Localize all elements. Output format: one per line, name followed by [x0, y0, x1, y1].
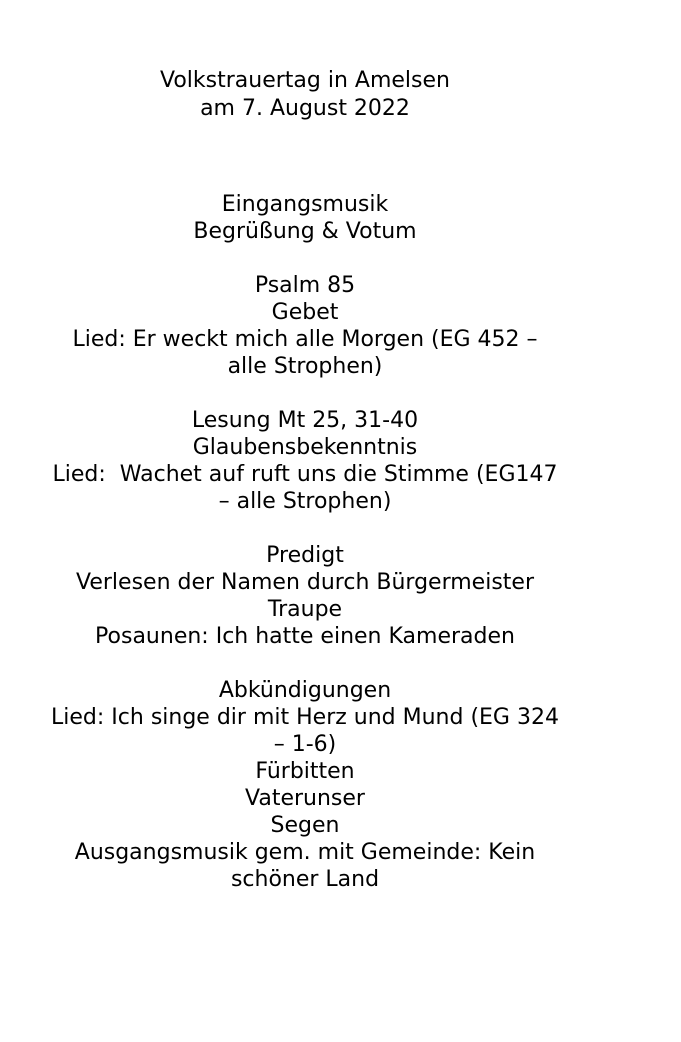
order-item: Lesung Mt 25, 31-40 [191, 408, 419, 433]
order-item: Gebet [271, 300, 339, 325]
order-item: – 1-6) [273, 732, 337, 757]
order-item: Vaterunser [245, 786, 365, 811]
order-item: schöner Land [230, 867, 380, 892]
document-title: Volkstrauertag in Amelsen [160, 68, 450, 93]
document-date: am 7. August 2022 [200, 96, 410, 121]
order-item: Abkündigungen [218, 678, 392, 703]
order-item: Glaubensbekenntnis [192, 435, 418, 460]
order-item: Lied: Er weckt mich alle Morgen (EG 452 – [72, 327, 538, 352]
order-item: Psalm 85 [254, 273, 356, 298]
order-item: Predigt [266, 543, 344, 568]
order-item: alle Strophen) [227, 354, 383, 379]
order-item: Begrüßung & Votum [193, 219, 417, 244]
order-item: Lied: Ich singe dir mit Herz und Mund (EG 324 [51, 705, 559, 730]
order-item: Fürbitten [255, 759, 355, 784]
order-item: Traupe [267, 597, 343, 622]
order-item: Verlesen der Namen durch Bürgermeister [76, 570, 534, 595]
order-item: Posaunen: Ich hatte einen Kameraden [95, 624, 515, 649]
order-item: Eingangsmusik [221, 192, 389, 217]
order-item: Segen [270, 813, 340, 838]
order-item: – alle Strophen) [218, 489, 392, 514]
order-item: Ausgangsmusik gem. mit Gemeinde: Kein [74, 840, 536, 865]
order-item: Lied: Wachet auf ruft uns die Stimme (EG147 [52, 462, 558, 487]
